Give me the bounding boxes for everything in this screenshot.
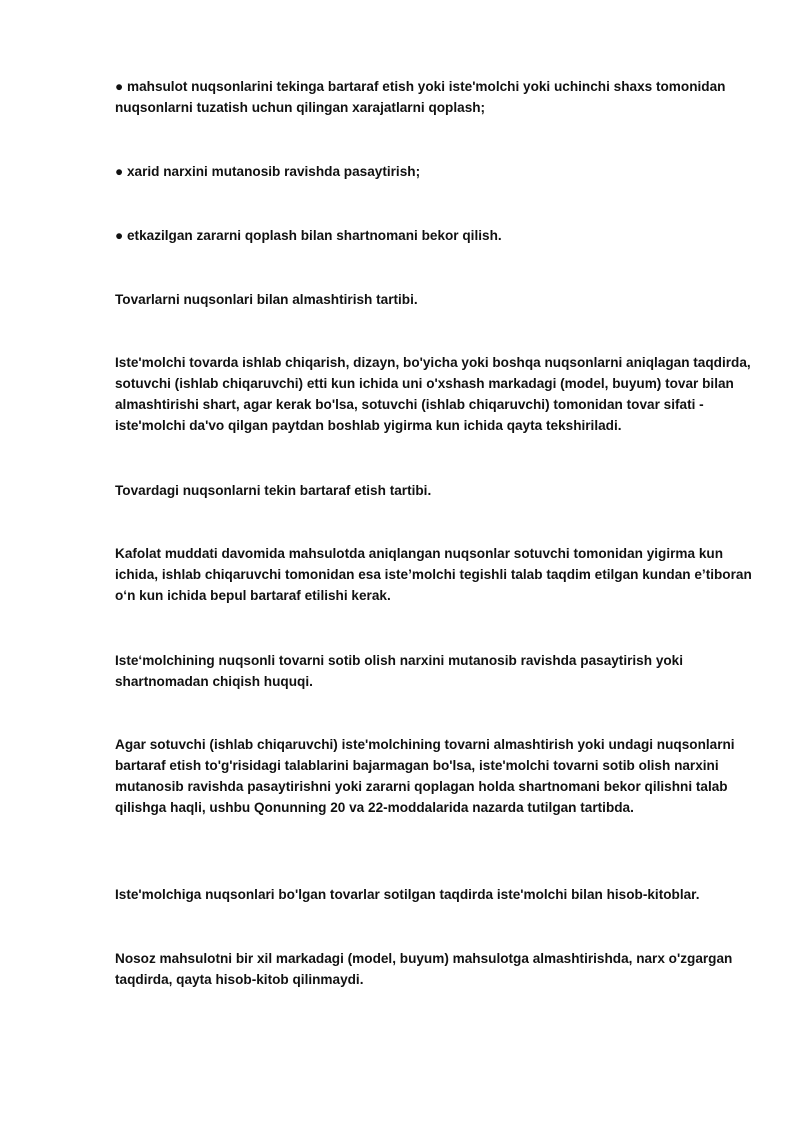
bullet-item-price-reduction: ● xarid narxini mutanosib ravishda pasaytirish; [115, 164, 421, 179]
paragraph-warranty-repair: Kafolat muddati davomida mahsulotda aniqlangan nuqsonlar sotuvchi tomonidan yigirma kun ichida, ishlab chiqaruvchi tomonidan esa iste’molchi tegishli talab taqdim etilgan kundan e’tiboran o‘n kun ichida bepul bartaraf etilishi kerak. [115, 546, 752, 603]
section-heading-replacement: Tovarlarni nuqsonlari bilan almashtirish tartibi. [115, 292, 418, 307]
section-heading-free-repair: Tovardagi nuqsonlarni tekin bartaraf etish tartibi. [115, 483, 432, 498]
bullet-item-free-repair: ● mahsulot nuqsonlarini tekinga bartaraf etish yoki iste'molchi yoki uchinchi shaxs tomonidan nuqsonlarni tuzatish uchun qilingan xarajatlarni qoplash; [115, 79, 726, 115]
paragraph-price-reduction-rights: Agar sotuvchi (ishlab chiqaruvchi) iste'molchining tovarni almashtirish yoki undagi nuqsonlarni bartaraf etish to'g'risidagi talablarini bajarmagan bo'lsa, iste'molchi tovarni sotib olish narxini mutanosib ravishda pasaytirishni yoki zararni qoplagan holda shartnomani bekor qilishni talab qilishga haqli, ushbu Qonunning 20 va 22-moddalarida nazarda tutilgan tartibda. [115, 737, 735, 815]
section-heading-settlements: Iste'molchiga nuqsonlari bo'lgan tovarlar sotilgan taqdirda iste'molchi bilan hisob-kitoblar. [115, 887, 700, 902]
paragraph-replacement-rules: Iste'molchi tovarda ishlab chiqarish, dizayn, bo'yicha yoki boshqa nuqsonlarni aniqlagan taqdirda, sotuvchi (ishlab chiqaruvchi) etti kun ichida uni o'xshash markadagi (model, buyum) tovar bilan almashtirishi shart, agar kerak bo'lsa, sotuvchi (ishlab chiqaruvchi) tomonidan tovar sifati - iste'molchi da'vo qilgan paytdan boshlab yigirma kun ichida qayta tekshiriladi. [115, 355, 751, 433]
bullet-item-contract-termination: ● etkazilgan zararni qoplash bilan shartnomani bekor qilish. [115, 228, 502, 243]
paragraph-no-recalculation: Nosoz mahsulotni bir xil markadagi (model, buyum) mahsulotga almashtirishda, narx o'zgargan taqdirda, qayta hisob-kitob qilinmaydi. [115, 951, 733, 987]
section-heading-price-reduction: Iste‘molchining nuqsonli tovarni sotib olish narxini mutanosib ravishda pasaytirish yoki shartnomadan chiqish huquqi. [115, 653, 684, 689]
